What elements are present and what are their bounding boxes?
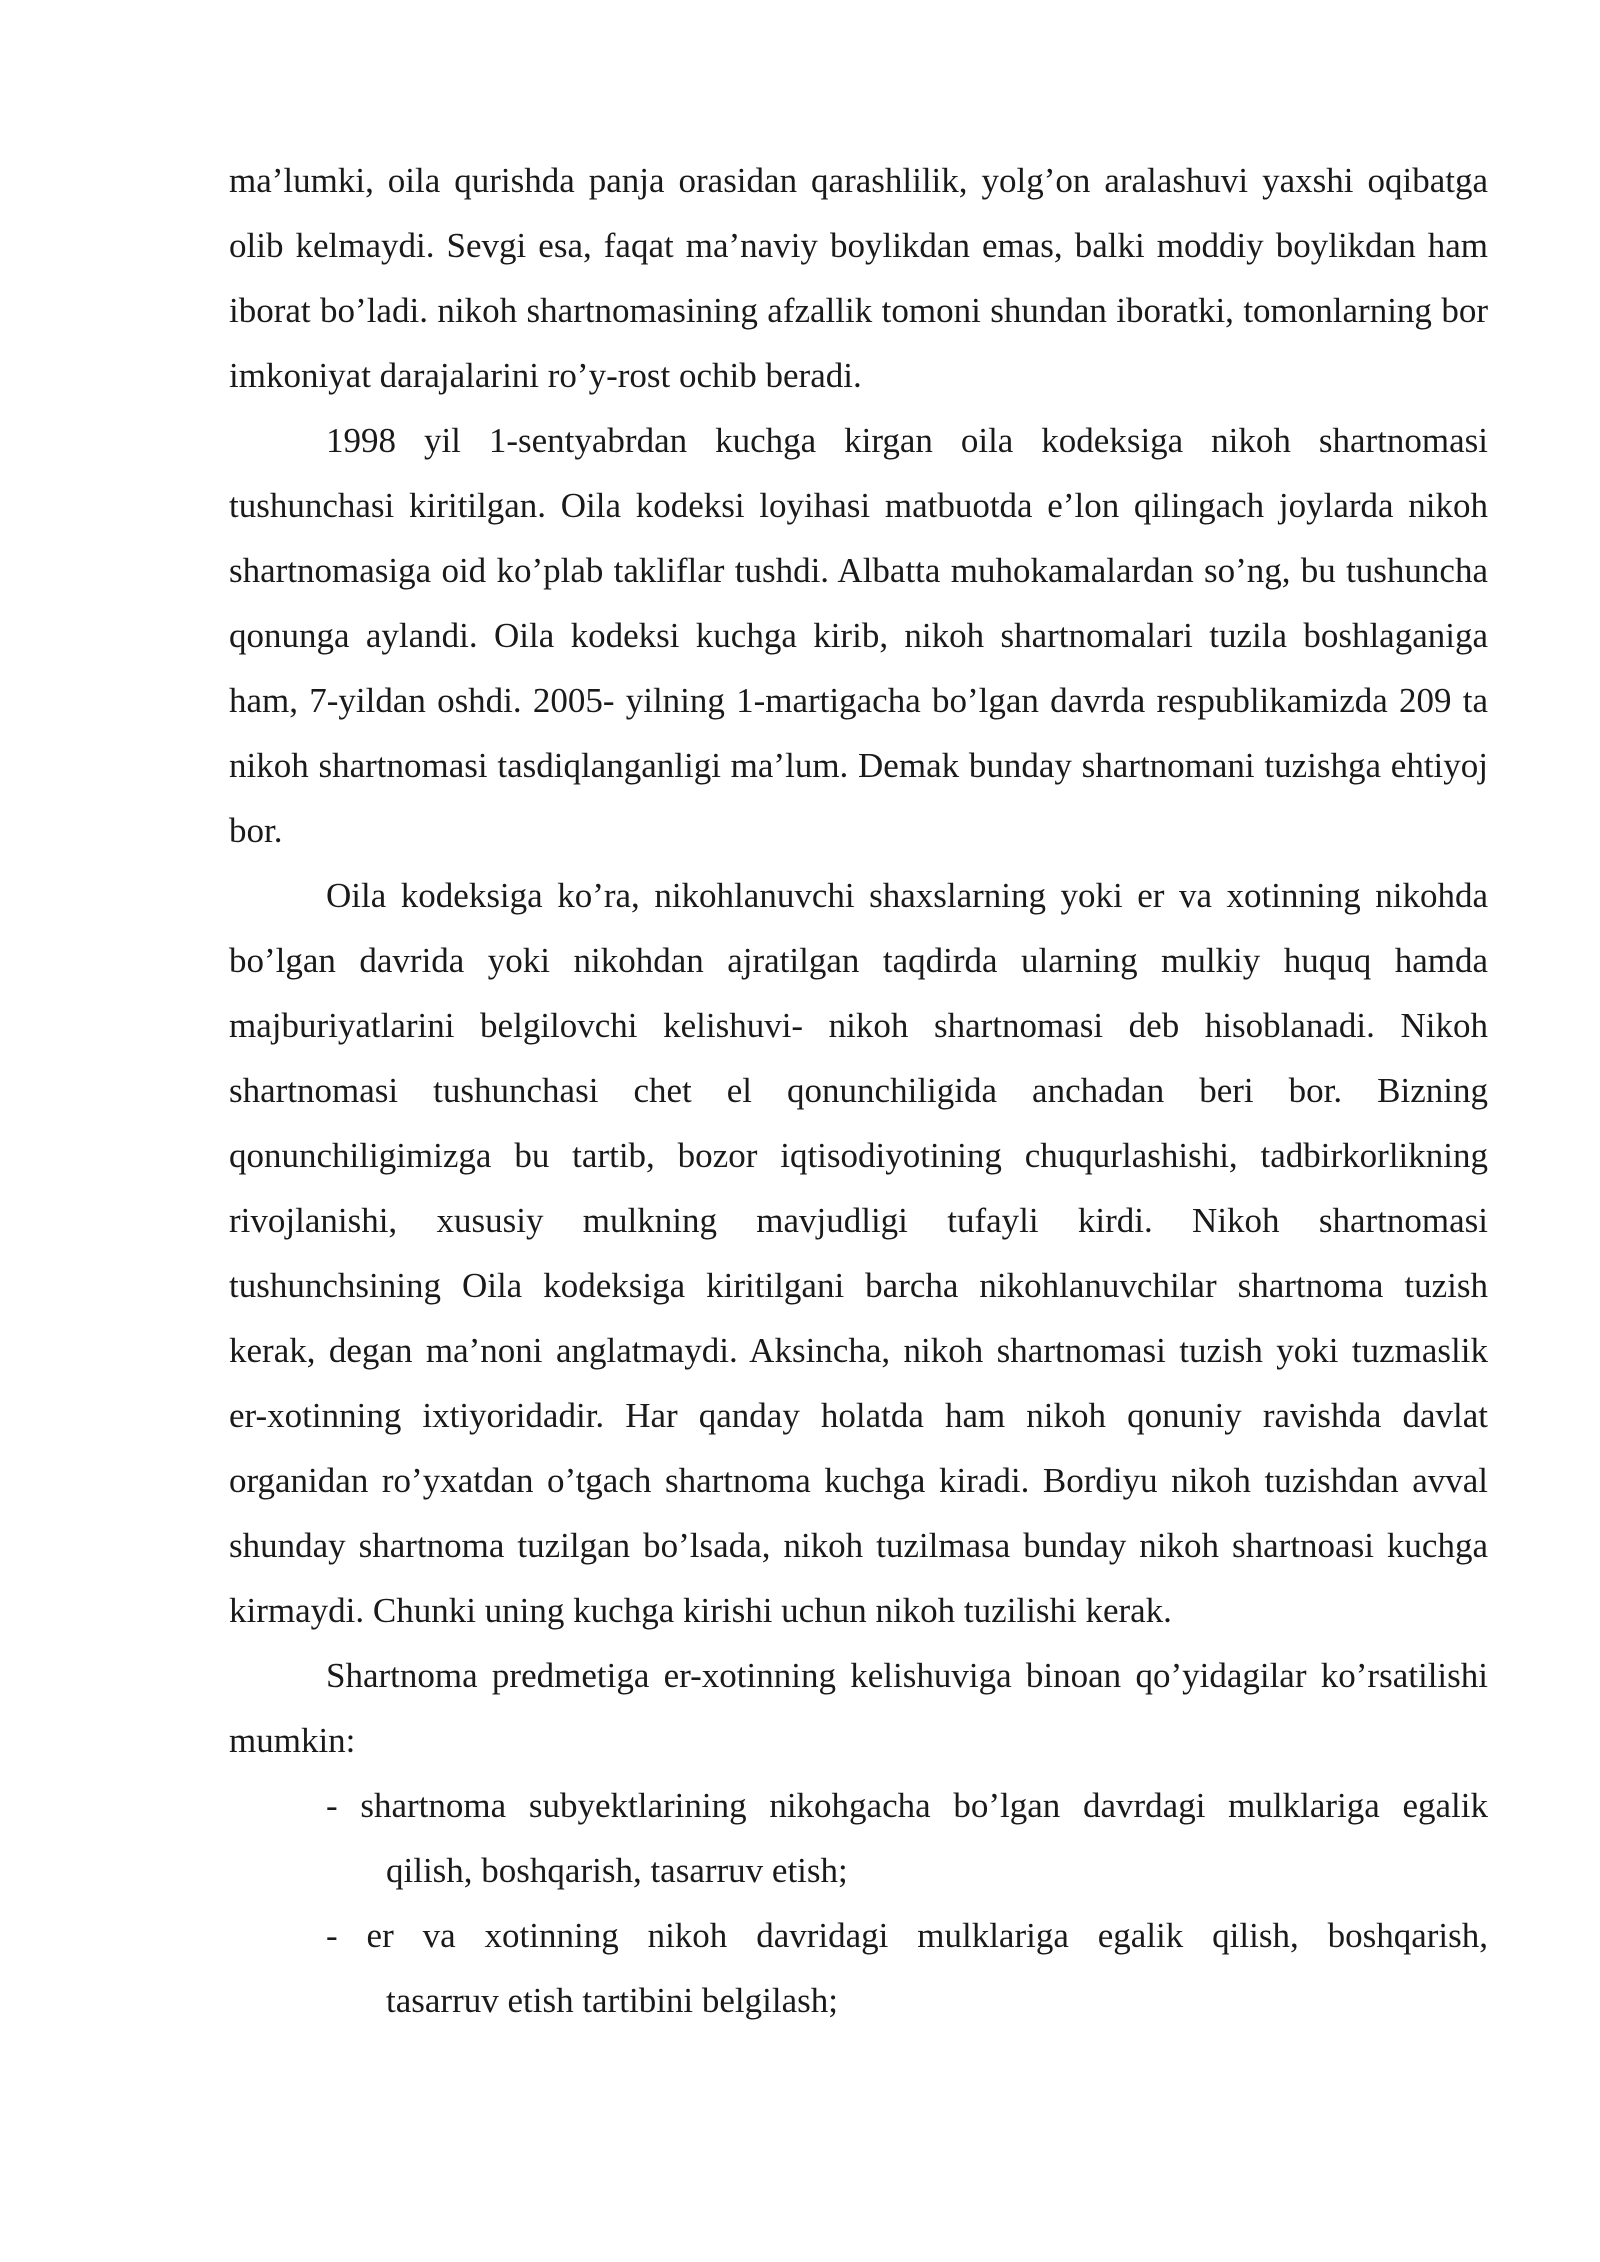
paragraph-contract-subject: Shartnoma predmetiga er-xotinning kelishuviga binoan qo’yidagilar ko’rsatilishi mumkin: [229, 1656, 1488, 1760]
list-item-continuation: tasarruv etish tartibini belgilash; [386, 1981, 838, 2020]
list-item-line: - shartnoma subyektlarining nikohgacha bo’lgan davrdagi mulklariga egalik [326, 1786, 1488, 1825]
paragraph-intro: ma’lumki, oila qurishda panja orasidan qarashlilik, yolg’on aralashuvi yaxshi oqibatga olib kelmaydi. Sevgi esa, faqat ma’naviy boylikdan emas, balki moddiy boylikdan ham iborat bo’ladi. nikoh shartnomasining afzallik tomoni shundan iboratki, tomonlarning bor imkoniyat darajalarini ro’y-rost ochib beradi. [229, 161, 1488, 395]
list-item [326, 1773, 1488, 1903]
contract-subject-list [229, 1773, 1488, 2033]
list-item-line: - er va xotinning nikoh davridagi mulklariga egalik qilish, boshqarish, [326, 1916, 1488, 1955]
paragraph-marriage-contract-definition: Oila kodeksiga ko’ra, nikohlanuvchi shaxslarning yoki er va xotinning nikohda bo’lgan davrida yoki nikohdan ajratilgan taqdirda ularning mulkiy huquq hamda majburiyatlarini belgilovchi kelishuvi- nikoh shartnomasi deb hisoblanadi. Nikoh shartnomasi tushunchasi chet el qonunchiligida anchadan beri bor. Bizning qonunchiligimizga bu tartib, bozor iqtisodiyotining chuqurlashishi, tadbirkorlikning rivojlanishi, xususiy mulkning mavjudligi tufayli kirdi. Nikoh shartnomasi tushunchsining Oila kodeksiga kiritilgani barcha nikohlanuvchilar shartnoma tuzish kerak, degan ma’noni anglatmaydi. Aksincha, nikoh shartnomasi tuzish yoki tuzmaslik er-xotinning ixtiyoridadir. Har qanday holatda ham nikoh qonuniy ravishda davlat organidan ro’yxatdan o’tgach shartnoma kuchga kiradi. Bordiyu nikoh tuzishdan avval shunday shartnoma tuzilgan bo’lsada, nikoh tuzilmasa bunday nikoh shartnoasi kuchga kirmaydi. Chunki uning kuchga kirishi uchun nikoh tuzilishi kerak. [229, 876, 1488, 1630]
list-item [326, 1903, 1488, 2033]
document-page [229, 148, 1488, 2033]
list-item-continuation: qilish, boshqarish, tasarruv etish; [386, 1851, 848, 1890]
paragraph-family-code-1998: 1998 yil 1-sentyabrdan kuchga kirgan oila kodeksiga nikoh shartnomasi tushunchasi kiritilgan. Oila kodeksi loyihasi matbuotda e’lon qilingach joylarda nikoh shartnomasiga oid ko’plab takliflar tushdi. Albatta muhokamalardan so’ng, bu tushuncha qonunga aylandi. Oila kodeksi kuchga kirib, nikoh shartnomalari tuzila boshlaganiga ham, 7-yildan oshdi. 2005- yilning 1-martigacha bo’lgan davrda respublikamizda 209 ta nikoh shartnomasi tasdiqlanganligi ma’lum. Demak bunday shartnomani tuzishga ehtiyoj bor. [229, 421, 1488, 850]
